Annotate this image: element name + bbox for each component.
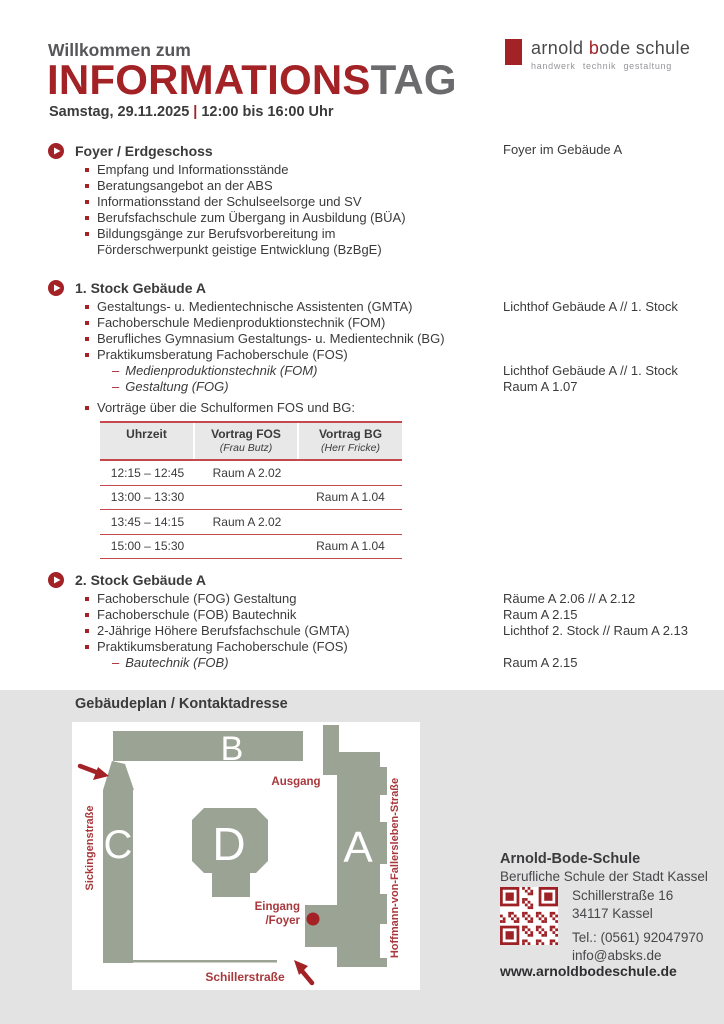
- bullet-icon: [85, 216, 89, 220]
- room-location: Lichthof 2. Stock // Raum A 2.13: [503, 622, 688, 638]
- building-c-shape: [103, 790, 133, 963]
- section-title-row: [48, 142, 708, 159]
- cell-bg: Raum A 1.04: [316, 539, 385, 554]
- page-title-accent: INFORMATIONS: [47, 56, 371, 103]
- logo-name-part2: ode schule: [599, 38, 691, 58]
- item-text: Gestaltung (FOG): [125, 378, 229, 394]
- entrance-label-line1: Eingang: [254, 901, 300, 913]
- building-b-shape: [113, 731, 303, 761]
- date-separator: |: [193, 104, 198, 120]
- item-text: Beratungsangebot an der ABS: [97, 177, 273, 193]
- table-header-cell: [100, 423, 195, 459]
- bullet-icon: [85, 184, 89, 188]
- map-arrow-icon-left: [80, 766, 109, 780]
- item-text: Praktikumsberatung Fachoberschule (FOS): [97, 346, 348, 362]
- bullet-icon: [85, 406, 89, 410]
- item-text: Berufsfachschule zum Übergang in Ausbildung (BÜA): [97, 209, 406, 225]
- logo-tagline: handwerk technik gestaltung: [531, 61, 672, 71]
- item-text: Fachoberschule Medienproduktionstechnik (FOM): [97, 314, 386, 330]
- cell-time: 15:00 – 15:30: [110, 539, 185, 554]
- school-logo: [505, 39, 690, 71]
- item-text: Fachoberschule (FOB) Bautechnik: [97, 606, 297, 622]
- building-a-annex: [380, 767, 387, 795]
- contact-subtitle: Berufliche Schule der Stadt Kassel: [500, 869, 708, 884]
- section-arrow-icon: [48, 280, 64, 296]
- list-item: [48, 623, 708, 639]
- item-text-line1: Bildungsgänge zur Berufsvorbereitung im: [97, 225, 336, 241]
- sub-list-item: [48, 655, 708, 671]
- page-title: [47, 58, 457, 102]
- section-second-floor: [48, 571, 708, 671]
- room-location: Lichthof Gebäude A // 1. Stock: [503, 362, 678, 378]
- item-text: Praktikumsberatung Fachoberschule (FOS): [97, 638, 348, 654]
- dash-icon: [112, 655, 119, 671]
- table-row: [100, 461, 402, 486]
- bullet-icon: [85, 353, 89, 357]
- column-label: Uhrzeit: [126, 427, 167, 441]
- contact-street: Schillerstraße 16: [572, 888, 674, 903]
- list-item: [48, 210, 708, 226]
- street-label-schillerstrasse: Schillerstraße: [205, 970, 285, 984]
- item-text-line2: Förderschwerpunkt geistige Entwicklung (BzBgE): [97, 241, 382, 257]
- entrance-wing-shape: [305, 905, 337, 947]
- item-text: Gestaltungs- u. Medientechnische Assistenten (GMTA): [97, 299, 413, 314]
- item-text: Informationsstand der Schulseelsorge und SV: [97, 193, 362, 209]
- section-title: 2. Stock Gebäude A: [75, 571, 206, 588]
- list-item: [48, 178, 708, 194]
- bullet-icon: [85, 629, 89, 633]
- building-a-annex: [377, 958, 387, 967]
- building-b-label: B: [220, 730, 244, 768]
- bullet-icon: [85, 337, 89, 341]
- building-a-annex: [380, 822, 387, 864]
- entrance-dot-icon: [307, 913, 320, 926]
- list-item: [48, 315, 708, 331]
- room-location: Lichthof Gebäude A // 1. Stock: [503, 299, 678, 314]
- cell-time: 13:00 – 13:30: [110, 490, 185, 505]
- contact-phone: Tel.: (0561) 92047970: [572, 930, 704, 945]
- list-item: [48, 331, 708, 347]
- list-item: [48, 347, 708, 363]
- list-item: [48, 226, 708, 258]
- exit-label: Ausgang: [271, 776, 321, 788]
- list-item: [48, 162, 708, 178]
- list-item: [48, 299, 708, 315]
- bullet-icon: [85, 232, 89, 236]
- item-text: Vorträge über die Schulformen FOS und BG:: [97, 400, 355, 416]
- list-item: [48, 400, 708, 416]
- room-location: Raum A 2.15: [503, 606, 578, 622]
- item-text: Bautechnik (FOB): [125, 654, 229, 670]
- building-map: [72, 722, 420, 990]
- contact-phone-email: [572, 929, 703, 965]
- bullet-icon: [85, 597, 89, 601]
- item-text: Medienproduktionstechnik (FOM): [125, 362, 318, 378]
- building-a-label: A: [343, 823, 373, 872]
- table-header-cell: [299, 423, 402, 459]
- cell-fos: Raum A 2.02: [212, 465, 282, 480]
- list-item: [48, 607, 708, 623]
- sub-list-item: [48, 363, 708, 379]
- event-date-day: Samstag, 29.11.2025: [49, 104, 190, 120]
- list-item: [48, 591, 708, 607]
- street-label-sickingenstrasse: Sickingenstraße: [84, 805, 96, 891]
- building-c-label: C: [103, 823, 133, 867]
- street-label-hoffmann: Hoffmann-von-Fallersleben-Straße: [389, 777, 401, 959]
- bullet-icon: [85, 613, 89, 617]
- welcome-text: Willkommen zum: [48, 40, 191, 60]
- section-arrow-icon: [48, 572, 64, 588]
- logo-name-accent: b: [588, 38, 600, 58]
- column-sublabel: (Herr Fricke): [321, 442, 380, 454]
- list-item: [48, 639, 708, 655]
- table-row: [100, 486, 402, 511]
- sub-list-item: [48, 379, 708, 395]
- contact-email: info@absks.de: [572, 948, 662, 963]
- section-first-floor: [48, 279, 708, 416]
- logo-mark-icon: [505, 39, 522, 65]
- footer-panel: [0, 690, 724, 1024]
- contact-website: www.arnoldbodeschule.de: [500, 963, 677, 979]
- lecture-schedule-table: [100, 421, 402, 559]
- building-a-annex: [380, 894, 387, 924]
- table-header-row: [100, 421, 402, 461]
- map-arrow-icon-bottom: [294, 960, 312, 983]
- column-label: Vortrag BG: [318, 427, 383, 441]
- dash-icon: [112, 363, 119, 379]
- building-map-box: [72, 722, 420, 990]
- item-text: Berufliches Gymnasium Gestaltungs- u. Medientechnik (BG): [97, 330, 445, 346]
- table-header-cell: [195, 423, 299, 459]
- contact-address: [572, 887, 673, 923]
- bullet-icon: [85, 168, 89, 172]
- bullet-icon: [85, 200, 89, 204]
- bullet-icon: [85, 645, 89, 649]
- cell-time: 13:45 – 14:15: [110, 514, 185, 529]
- section-title: Foyer / Erdgeschoss: [75, 142, 213, 159]
- item-text: Fachoberschule (FOG) Gestaltung: [97, 591, 297, 606]
- street-edge-line: [103, 960, 277, 963]
- dash-icon: [112, 379, 119, 395]
- cell-fos: Raum A 2.02: [212, 514, 282, 529]
- room-location: Raum A 1.07: [503, 378, 578, 394]
- bullet-icon: [85, 321, 89, 325]
- contact-city: 34117 Kassel: [572, 906, 653, 921]
- room-location: Raum A 2.15: [503, 654, 578, 670]
- item-text: 2-Jährige Höhere Berufsfachschule (GMTA): [97, 622, 350, 638]
- logo-name-part1: arnold: [531, 38, 589, 58]
- section-title: 1. Stock Gebäude A: [75, 279, 206, 296]
- item-text: [97, 226, 382, 258]
- building-connector-shape: [323, 725, 339, 775]
- event-date: [49, 104, 334, 120]
- item-text: Empfang und Informationsstände: [97, 162, 289, 177]
- section-title-row: [48, 571, 708, 588]
- column-label: Vortrag FOS: [211, 427, 281, 441]
- footer-heading: Gebäudeplan / Kontaktadresse: [75, 696, 288, 712]
- section-location: Foyer im Gebäude A: [503, 142, 623, 157]
- column-sublabel: (Frau Butz): [219, 442, 273, 454]
- logo-name: [531, 39, 690, 58]
- section-title-row: [48, 279, 708, 296]
- section-foyer: [48, 142, 708, 257]
- bullet-icon: [85, 305, 89, 309]
- list-item: [48, 194, 708, 210]
- section-arrow-icon: [48, 143, 64, 159]
- contact-name: Arnold-Bode-Schule: [500, 851, 641, 867]
- event-date-time: 12:00 bis 16:00 Uhr: [201, 104, 334, 120]
- table-row: [100, 535, 402, 560]
- building-d-label: D: [212, 818, 246, 870]
- entrance-label-line2: /Foyer: [265, 915, 300, 927]
- cell-time: 12:15 – 12:45: [110, 465, 185, 480]
- room-location: Räume A 2.06 // A 2.12: [503, 591, 636, 606]
- cell-bg: Raum A 1.04: [316, 490, 385, 505]
- page-title-suffix: TAG: [370, 56, 457, 103]
- table-row: [100, 510, 402, 535]
- qr-code: [500, 887, 558, 945]
